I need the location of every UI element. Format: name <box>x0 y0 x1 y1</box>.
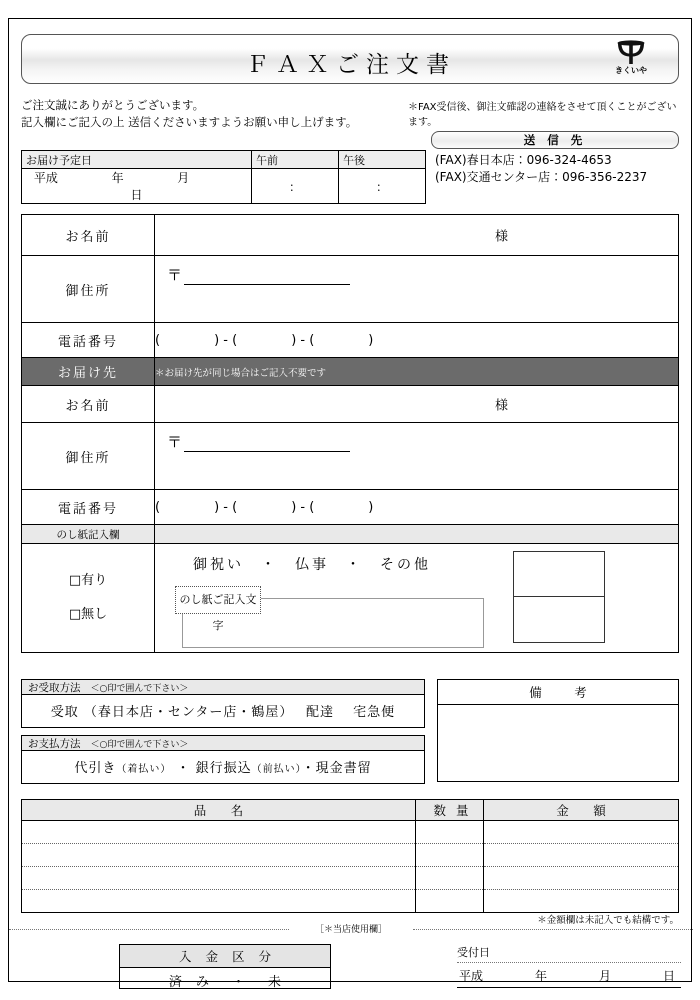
reception-month: 月 <box>598 969 611 983</box>
remarks-box <box>437 679 679 782</box>
item-amount-cell[interactable] <box>484 890 679 913</box>
item-amount-cell[interactable] <box>484 821 679 844</box>
trident-logo-icon <box>614 40 648 66</box>
tel-paren-close-2: ) <box>368 499 374 515</box>
shop-logo <box>600 40 662 82</box>
am-label: 午前 <box>252 151 339 169</box>
receive-method-heading <box>22 680 424 695</box>
zip-underline <box>184 270 350 285</box>
remarks-heading: 備 考 <box>438 680 678 705</box>
payment-method-title: お支払方法 <box>28 738 81 750</box>
orderer-tel-label: 電話番号 <box>22 323 155 358</box>
pm-label: 午後 <box>339 151 426 169</box>
recipient-tel-row <box>22 490 679 525</box>
orderer-address-row <box>22 256 679 323</box>
recipient-address-label: 御住所 <box>22 423 155 490</box>
orderer-address-input[interactable] <box>155 256 679 323</box>
table-row <box>22 867 679 890</box>
item-name-cell[interactable] <box>22 867 416 890</box>
intro-line-2: 記入欄にご記入の上 送信くださいますようお願い申し上げます。 <box>21 115 358 129</box>
noshi-type-options[interactable]: 御祝い ・ 仏事 ・ その他 <box>193 557 431 573</box>
fax-number-kasuga: (FAX)春日本店：096-324-4653 <box>435 153 612 167</box>
orderer-name-label: お名前 <box>22 215 155 256</box>
item-qty-cell[interactable] <box>416 867 484 890</box>
items-column-qty: 数 量 <box>416 800 484 821</box>
payment-status-options[interactable]: 済 み ・ 未 <box>168 975 287 990</box>
fax-number-center: (FAX)交通センター店：096-356-2237 <box>435 170 648 184</box>
noshi-section-header-row <box>22 525 679 544</box>
payment-option-cash-mail[interactable]: ・現金書留 <box>301 761 372 776</box>
table-row <box>22 821 679 844</box>
payment-method-heading <box>22 736 424 751</box>
send-to-heading: 送 信 先 <box>431 131 679 149</box>
delivery-date-value-row <box>22 169 426 204</box>
noshi-body-row <box>22 544 679 653</box>
noshi-option-no[interactable]: □無し <box>68 607 108 622</box>
recipient-section-note: ＊お届け先が同じ場合はご記入不要です <box>155 358 679 386</box>
recipient-zip-field[interactable] <box>167 431 350 452</box>
reception-day: 日 <box>662 969 675 983</box>
recipient-address-input[interactable] <box>155 423 679 490</box>
payment-status-heading: 入 金 区 分 <box>120 945 330 968</box>
recipient-name-label: お名前 <box>22 386 155 423</box>
reception-date-label: 受付日 <box>457 946 490 959</box>
divider-line-right <box>413 929 693 930</box>
stamp-box[interactable] <box>513 551 605 643</box>
reception-year: 年 <box>534 969 547 983</box>
noshi-detail-cell <box>155 544 679 653</box>
orderer-tel-input[interactable] <box>155 323 679 358</box>
tel-paren-mid-3: ) - ( <box>214 499 238 515</box>
era-label: 平成 <box>33 171 58 185</box>
item-name-cell[interactable] <box>22 821 416 844</box>
noshi-section-header-blank <box>155 525 679 544</box>
delivery-date-header-row <box>22 151 426 169</box>
item-name-cell[interactable] <box>22 890 416 913</box>
table-row <box>22 844 679 867</box>
intro-line-1: ご注文誠にありがとうございます。 <box>21 98 205 112</box>
amount-footnote: ＊金額欄は未記入でも結構です。 <box>537 915 679 926</box>
tel-paren-mid-4: ) - ( <box>291 499 315 515</box>
reception-date-block <box>457 944 681 988</box>
title-banner <box>21 34 679 84</box>
stamp-box-upper[interactable] <box>514 552 604 597</box>
tel-paren-mid-2: ) - ( <box>291 332 315 348</box>
logo-wordmark: きくいや <box>615 66 647 75</box>
recipient-tel-input[interactable] <box>155 490 679 525</box>
payment-separator: ・ <box>176 761 191 776</box>
noshi-option-yes[interactable]: □有り <box>68 573 108 588</box>
receive-method-box <box>21 679 425 728</box>
noshi-section-label: のし紙記入欄 <box>22 525 155 544</box>
store-use-label: ［＊当店使用欄］ <box>314 925 387 935</box>
payment-option-cod-note: （着払い） <box>116 764 172 775</box>
store-use-divider <box>9 922 693 936</box>
zip-underline <box>184 437 350 452</box>
remarks-input[interactable] <box>438 705 678 780</box>
receive-method-options[interactable]: 受取 （春日本店・センター店・鶴屋） 配達 宅急便 <box>50 705 396 720</box>
recipient-section-header-row <box>22 358 679 386</box>
reception-era: 平成 <box>459 969 484 983</box>
recipient-address-row <box>22 423 679 490</box>
items-column-amount: 金 額 <box>484 800 679 821</box>
payment-option-cod[interactable]: 代引き <box>74 761 117 776</box>
year-label: 年 <box>111 171 124 185</box>
orderer-name-suffix: 様 <box>495 229 509 245</box>
orderer-name-row <box>22 215 679 256</box>
stamp-box-lower[interactable] <box>514 597 604 642</box>
postal-mark-icon: 〒 <box>167 266 183 284</box>
orderer-and-recipient-table <box>21 214 679 653</box>
recipient-name-suffix: 様 <box>495 398 509 414</box>
recipient-name-input[interactable] <box>155 386 679 423</box>
orderer-tel-row <box>22 323 679 358</box>
recipient-name-row <box>22 386 679 423</box>
item-amount-cell[interactable] <box>484 867 679 890</box>
receive-method-title: お受取方法 <box>28 682 81 694</box>
tel-paren-open-1: ( <box>155 332 161 348</box>
send-to-numbers <box>435 152 647 186</box>
payment-method-options[interactable] <box>22 751 424 783</box>
payment-option-transfer-note: （前払い） <box>251 764 302 775</box>
intro-text <box>21 97 357 131</box>
noshi-checkbox-group[interactable] <box>22 544 155 653</box>
orderer-address-label: 御住所 <box>22 256 155 323</box>
tel-paren-mid-1: ) - ( <box>214 332 238 348</box>
recipient-section-label: お届け先 <box>22 358 155 386</box>
postal-mark-icon: 〒 <box>167 433 183 451</box>
items-header-row <box>22 800 679 821</box>
item-qty-cell[interactable] <box>416 844 484 867</box>
table-row <box>22 890 679 913</box>
receive-method-instruction: ＜○印で囲んで下さい＞ <box>90 684 189 694</box>
fax-order-form-page <box>8 18 692 990</box>
reception-date-input[interactable] <box>457 963 681 988</box>
payment-method-instruction: ＜○印で囲んで下さい＞ <box>90 740 189 750</box>
am-time-input[interactable]: ： <box>252 169 339 204</box>
payment-status-box <box>119 944 331 989</box>
divider-line-left <box>9 929 289 930</box>
day-label: 日 <box>130 188 143 202</box>
recipient-tel-label: 電話番号 <box>22 490 155 525</box>
items-column-name: 品 名 <box>22 800 416 821</box>
delivery-date-table <box>21 150 426 204</box>
page-title: ＦＡＸご注文書 <box>246 52 456 78</box>
orderer-name-input[interactable] <box>155 215 679 256</box>
payment-option-transfer[interactable]: 銀行振込 <box>195 761 252 776</box>
fax-confirmation-note: ＊FAX受信後、御注文確認の連絡をさせて頂くことがございます。 <box>408 102 677 128</box>
item-qty-cell[interactable] <box>416 890 484 913</box>
month-label: 月 <box>177 171 190 185</box>
item-name-cell[interactable] <box>22 844 416 867</box>
item-amount-cell[interactable] <box>484 844 679 867</box>
noshi-tag-label: のし紙ご記入文字 <box>175 586 261 614</box>
tel-paren-open-2: ( <box>155 499 161 515</box>
payment-method-box <box>21 735 425 784</box>
orderer-zip-field[interactable] <box>167 264 350 285</box>
delivery-date-input[interactable] <box>22 169 252 204</box>
pm-time-input[interactable]: ： <box>339 169 426 204</box>
tel-paren-close-1: ) <box>368 332 374 348</box>
item-qty-cell[interactable] <box>416 821 484 844</box>
items-table <box>21 799 679 913</box>
delivery-date-label: お届け予定日 <box>22 151 252 169</box>
